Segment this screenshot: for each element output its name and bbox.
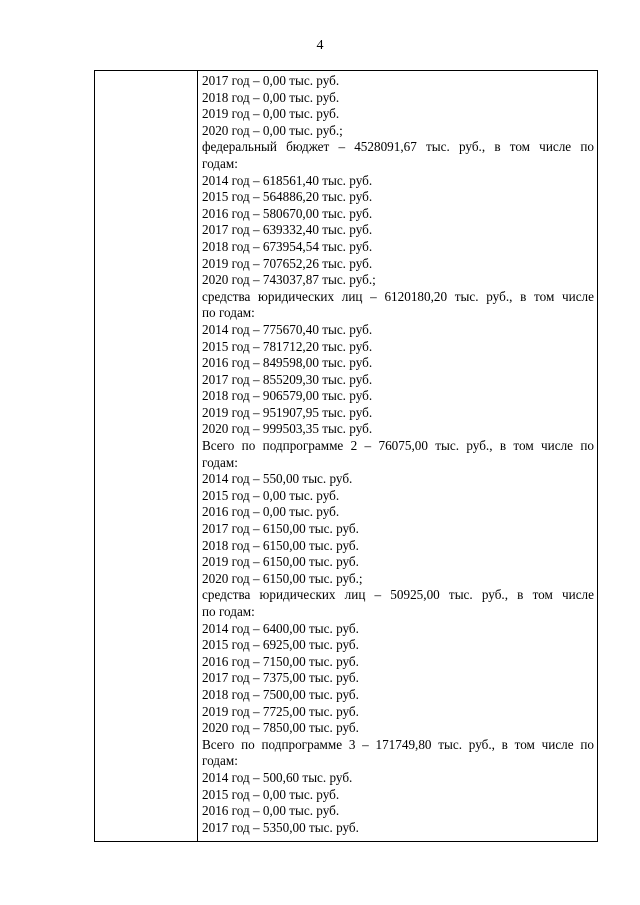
text-line: 2020 год – 999503,35 тыс. руб.: [202, 421, 373, 437]
text-line: 2019 год – 0,00 тыс. руб.: [202, 106, 340, 122]
text-line: 2015 год – 564886,20 тыс. руб.: [202, 189, 373, 205]
text-line: 2016 год – 0,00 тыс. руб.: [202, 803, 340, 819]
text-line: 2017 год – 855209,30 тыс. руб.: [202, 371, 373, 387]
text-line: 2018 год – 0,00 тыс. руб.: [202, 89, 340, 105]
text-line: 2020 год – 0,00 тыс. руб.;: [202, 122, 343, 138]
text-line: федеральный бюджет – 4528091,67 тыс. руб., в том числе по: [202, 139, 594, 155]
text-line: 2016 год – 580670,00 тыс. руб.: [202, 205, 373, 221]
text-line: годам:: [202, 454, 238, 470]
funding-details-cell: [202, 73, 594, 836]
text-line: по годам:: [202, 604, 255, 619]
text-line: годам:: [202, 753, 238, 769]
text-line: 2017 год – 0,00 тыс. руб.: [202, 73, 340, 88]
text-line: 2014 год – 618561,40 тыс. руб.: [202, 172, 373, 188]
column-divider: [197, 71, 198, 841]
text-line: годам:: [202, 155, 238, 171]
text-line: 2017 год – 6150,00 тыс. руб.: [202, 521, 359, 537]
text-line: Всего по подпрограмме 2 – 76075,00 тыс. руб., в том числе по: [202, 438, 594, 454]
text-line: 2018 год – 673954,54 тыс. руб.: [202, 238, 373, 254]
page-number: 4: [316, 38, 324, 53]
text-line: 2017 год – 7375,00 тыс. руб.: [202, 670, 359, 686]
text-line: средства юридических лиц – 6120180,20 тыс. руб., в том числе: [202, 288, 594, 304]
text-line: по годам:: [202, 305, 255, 321]
document-table: [94, 70, 598, 842]
text-line: 2020 год – 743037,87 тыс. руб.;: [202, 272, 376, 288]
text-line: 2019 год – 951907,95 тыс. руб.: [202, 404, 373, 420]
text-line: 2014 год – 6400,00 тыс. руб.: [202, 620, 359, 636]
text-line: 2020 год – 6150,00 тыс. руб.;: [202, 570, 363, 586]
text-line: 2018 год – 7500,00 тыс. руб.: [202, 686, 359, 702]
text-line: 2019 год – 6150,00 тыс. руб.: [202, 554, 359, 570]
text-line: 2020 год – 7850,00 тыс. руб.: [202, 720, 359, 736]
text-line: 2015 год – 6925,00 тыс. руб.: [202, 637, 359, 653]
text-line: 2018 год – 6150,00 тыс. руб.: [202, 537, 359, 553]
text-line: 2019 год – 707652,26 тыс. руб.: [202, 255, 373, 271]
text-line: 2015 год – 0,00 тыс. руб.: [202, 487, 340, 503]
text-line: 2018 год – 906579,00 тыс. руб.: [202, 388, 373, 404]
text-line: 2019 год – 7725,00 тыс. руб.: [202, 703, 359, 719]
text-line: 2014 год – 550,00 тыс. руб.: [202, 471, 353, 487]
text-line: средства юридических лиц – 50925,00 тыс. руб., в том числе: [202, 587, 594, 603]
text-line: Всего по подпрограмме 3 – 171749,80 тыс. руб., в том числе по: [202, 736, 594, 752]
text-line: 2017 год – 5350,00 тыс. руб.: [202, 819, 359, 835]
text-line: 2015 год – 781712,20 тыс. руб.: [202, 338, 373, 354]
text-line: 2016 год – 0,00 тыс. руб.: [202, 504, 340, 520]
text-line: 2015 год – 0,00 тыс. руб.: [202, 786, 340, 802]
text-line: 2016 год – 849598,00 тыс. руб.: [202, 355, 373, 371]
text-line: 2014 год – 500,60 тыс. руб.: [202, 769, 353, 785]
text-line: 2014 год – 775670,40 тыс. руб.: [202, 321, 373, 337]
text-line: 2016 год – 7150,00 тыс. руб.: [202, 653, 359, 669]
text-line: 2017 год – 639332,40 тыс. руб.: [202, 222, 373, 238]
